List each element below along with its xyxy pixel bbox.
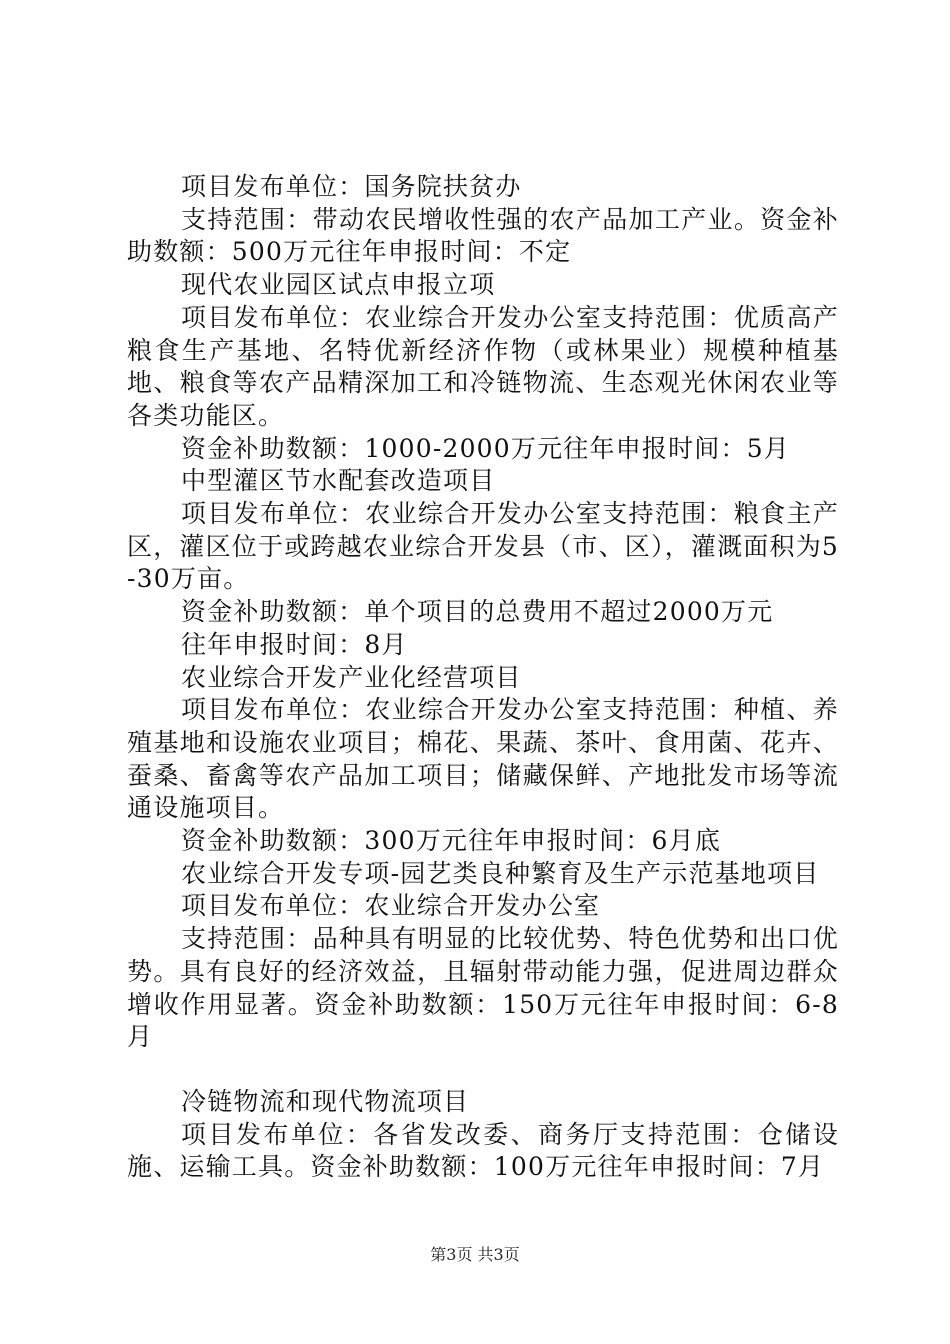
paragraph: 资金补助数额：300万元往年申报时间：6月底 bbox=[181, 826, 722, 856]
page-number-footer: 第3页 共3页 bbox=[430, 1245, 520, 1264]
paragraph: 项目发布单位：农业综合开发办公室支持范围：粮食主产区，灌区位于或跨越农业综合开发县（市、区），灌溉面积为5-30万亩。 bbox=[127, 499, 840, 594]
paragraph-spacer bbox=[127, 1054, 839, 1086]
section-heading: 农业综合开发产业化经营项目 bbox=[181, 662, 522, 692]
paragraph: 项目发布单位：国务院扶贫办 bbox=[181, 172, 522, 201]
section-heading: 冷链物流和现代物流项目 bbox=[181, 1086, 470, 1116]
paragraph: 资金补助数额：单个项目的总费用不超过2000万元 bbox=[181, 597, 774, 627]
paragraph: 往年申报时间：8月 bbox=[181, 629, 408, 659]
section-heading: 农业综合开发专项-园艺类良种繁育及生产示范基地项目 bbox=[181, 858, 820, 888]
paragraph: 资金补助数额：1000-2000万元往年申报时间：5月 bbox=[181, 433, 791, 463]
paragraph: 支持范围：带动农民增收性强的农产品加工产业。资金补助数额：500万元往年申报时间：不定 bbox=[127, 204, 839, 267]
section-heading: 现代农业园区试点申报立项 bbox=[181, 270, 496, 300]
paragraph: 项目发布单位：农业综合开发办公室支持范围：种植、养殖基地和设施农业项目；棉花、果蔬、茶叶、食用菌、花卉、蚕桑、畜禽等农产品加工项目；储藏保鲜、产地批发市场等流通设施项目。 bbox=[127, 695, 839, 823]
paragraph: 项目发布单位：各省发改委、商务厅支持范围：仓储设施、运输工具。资金补助数额：100万元往年申报时间：7月 bbox=[127, 1119, 839, 1182]
paragraph: 项目发布单位：农业综合开发办公室支持范围：优质高产粮食生产基地、名特优新经济作物（或林果业）规模种植基地、粮食等农产品精深加工和冷链物流、生态观光休闲农业等各类功能区。 bbox=[127, 302, 839, 430]
section-heading: 中型灌区节水配套改造项目 bbox=[181, 466, 496, 496]
paragraph: 支持范围：品种具有明显的比较优势、特色优势和出口优势。具有良好的经济效益，且辐射带动能力强，促进周边群众增收作用显著。资金补助数额：150万元往年申报时间：6-8月 bbox=[127, 924, 839, 1052]
document-body bbox=[127, 171, 839, 1184]
paragraph: 项目发布单位：农业综合开发办公室 bbox=[181, 891, 601, 921]
